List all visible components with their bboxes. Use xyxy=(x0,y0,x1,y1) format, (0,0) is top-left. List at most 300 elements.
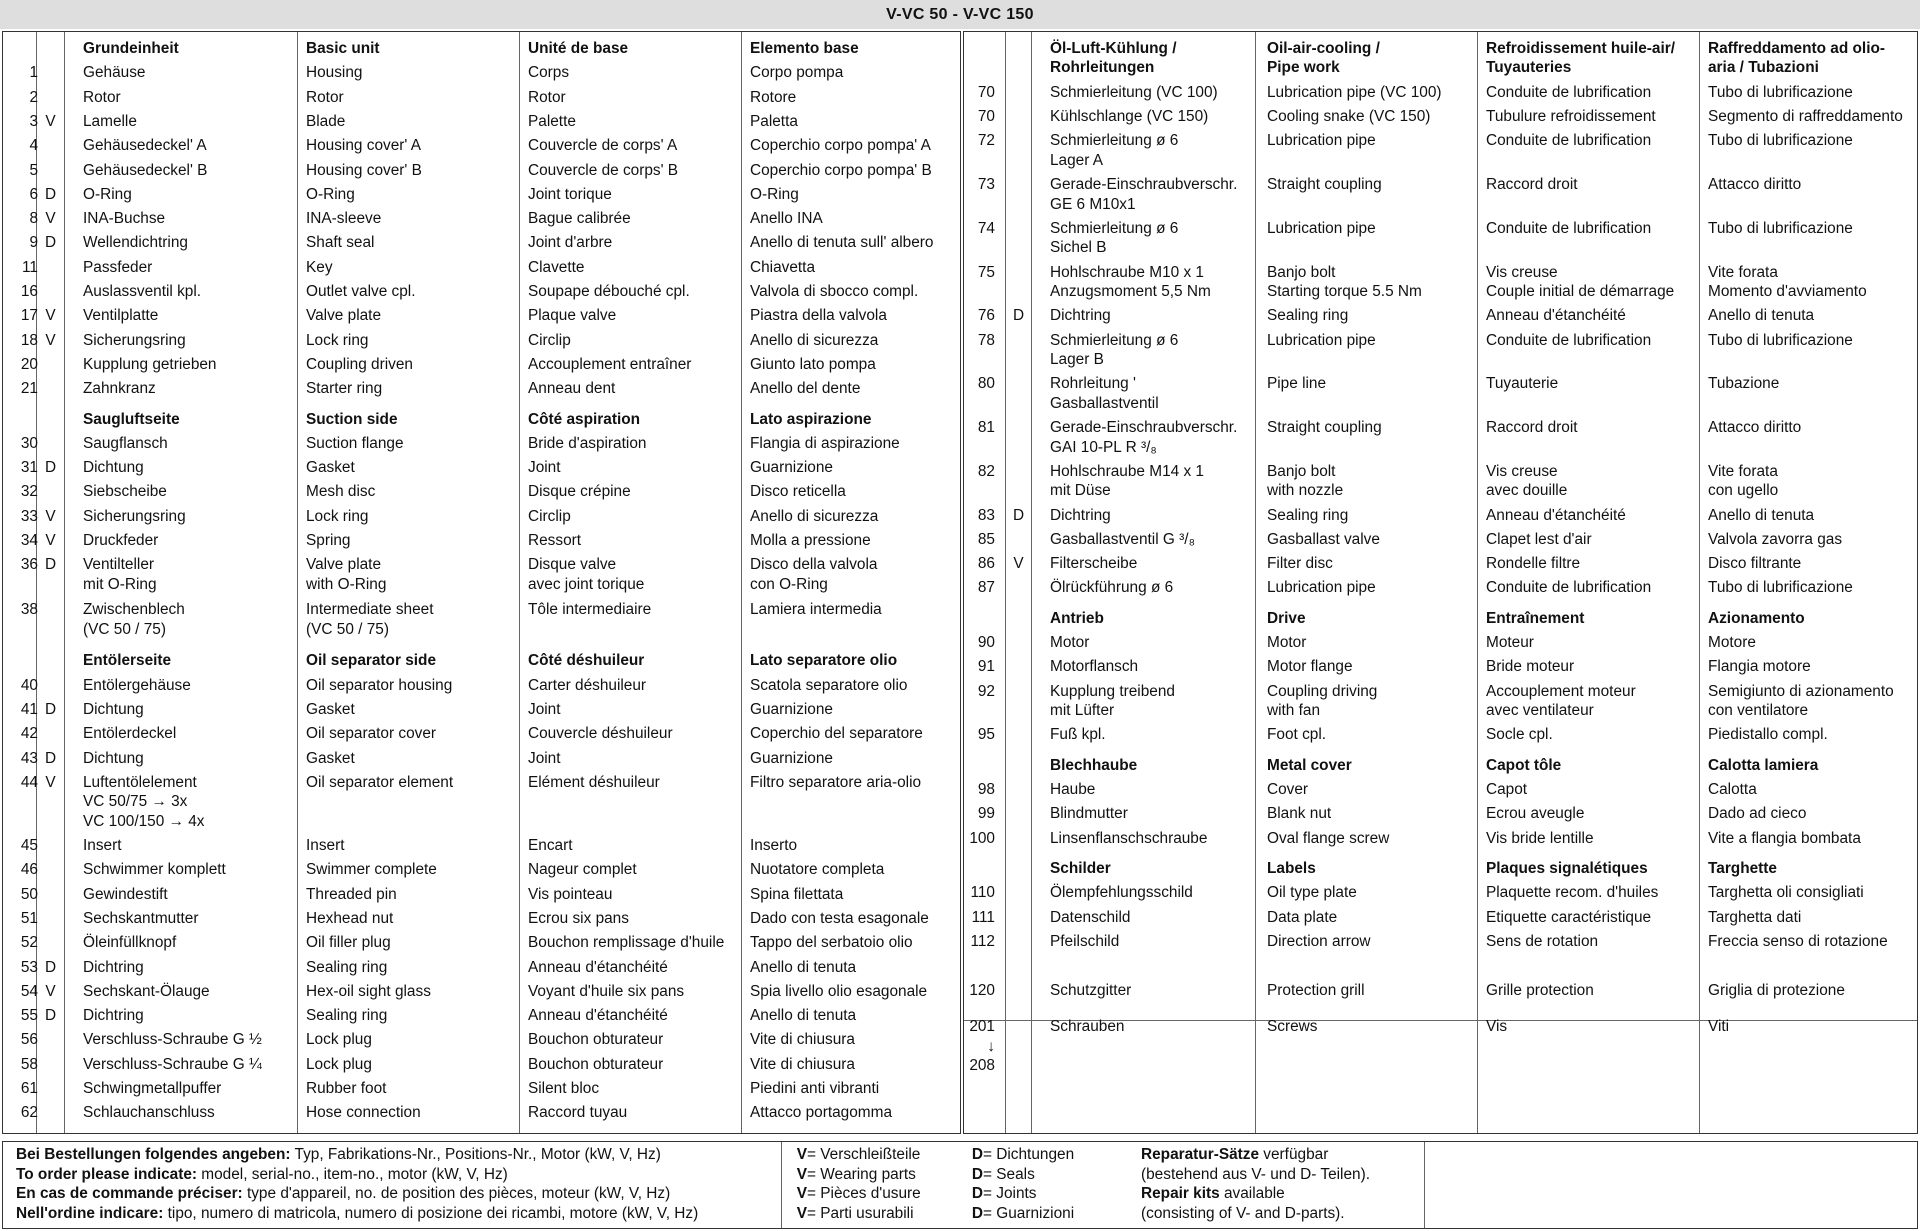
column-divider xyxy=(1031,32,1032,1133)
d-legend-line-text: = Seals xyxy=(983,1165,1035,1183)
part-name-it: Flangia motore xyxy=(1708,658,1811,676)
part-name-it: Tubo di lubrificazione xyxy=(1708,331,1853,349)
part-name-de: mit O-Ring xyxy=(83,575,157,593)
part-code: V xyxy=(45,210,56,228)
part-name-fr: Raccord droit xyxy=(1486,176,1578,194)
part-name-en: Data plate xyxy=(1267,908,1338,926)
part-name-it: Motore xyxy=(1708,634,1756,652)
item-number: 40 xyxy=(20,676,38,694)
section-heading-de: Rohrleitungen xyxy=(1050,59,1155,77)
part-name-en: Gasballast valve xyxy=(1267,530,1380,548)
d-legend-line-text: = Guarnizioni xyxy=(983,1204,1075,1222)
part-name-en: Cooling snake (VC 150) xyxy=(1267,108,1431,126)
part-name-it: Anello di sicurezza xyxy=(750,507,879,525)
part-name-fr: Conduite de lubrification xyxy=(1486,132,1652,150)
part-name-de: Gerade-Einschraubverschr. xyxy=(1050,419,1238,437)
part-name-fr: Soupape débouché cpl. xyxy=(528,283,690,300)
d-legend-line xyxy=(971,1165,1035,1185)
part-name-it: Griglia di protezione xyxy=(1708,981,1845,999)
part-name-de: Rotor xyxy=(83,88,121,106)
column-divider xyxy=(1255,32,1256,1133)
part-name-fr: Conduite de lubrification xyxy=(1486,83,1652,101)
part-name-de: Zahnkranz xyxy=(83,380,156,398)
part-name-fr: Couvercle de corps' A xyxy=(528,137,678,155)
part-name-fr: Raccord tuyau xyxy=(528,1104,628,1122)
part-name-en: Valve plate xyxy=(306,556,382,574)
item-number: 18 xyxy=(20,331,38,349)
part-name-de: Ventilplatte xyxy=(83,307,159,325)
footer-divider xyxy=(1424,1142,1425,1228)
part-name-it: Rotore xyxy=(750,88,797,106)
part-name-de: Lager B xyxy=(1050,351,1104,369)
part-name-de: Druckfeder xyxy=(83,532,159,550)
part-name-de: Pfeilschild xyxy=(1050,933,1120,951)
part-name-de: Saugflansch xyxy=(83,434,168,452)
part-code: D xyxy=(44,556,57,574)
column-divider xyxy=(519,32,520,1133)
part-name-fr: Couvercle de corps' B xyxy=(528,161,679,179)
part-name-en: Foot cpl. xyxy=(1267,726,1327,744)
part-name-de: Motor xyxy=(1050,634,1090,652)
part-name-fr: Tuyauterie xyxy=(1486,375,1559,393)
section-heading-en: Metal cover xyxy=(1267,756,1352,774)
part-name-it: Guarnizione xyxy=(750,700,833,718)
part-name-fr: Circlip xyxy=(528,507,571,525)
part-name-en: Filter disc xyxy=(1267,555,1333,573)
part-name-de: Siebscheibe xyxy=(83,483,167,501)
part-name-it: Calotta xyxy=(1708,781,1757,799)
column-divider xyxy=(297,32,298,1133)
item-number: 1 xyxy=(29,64,38,82)
item-number: 3 xyxy=(29,112,38,130)
repair-line xyxy=(1141,1165,1370,1185)
section-heading-de: Schilder xyxy=(1050,860,1111,878)
item-number: 31 xyxy=(20,459,38,477)
part-name-de: Schmierleitung ø 6 xyxy=(1050,331,1179,349)
part-name-fr: Ressort xyxy=(528,532,582,550)
section-heading-fr: Entraînement xyxy=(1486,609,1585,627)
part-name-de: Wellendichtring xyxy=(83,234,188,252)
section-heading-de: Grundeinheit xyxy=(83,40,179,57)
part-name-en: Suction flange xyxy=(306,434,404,452)
part-name-de: Passfeder xyxy=(83,258,153,276)
item-number: 110 xyxy=(970,884,995,902)
part-name-en: with nozzle xyxy=(1267,482,1344,500)
title-text: V-VC 50 - V-VC 150 xyxy=(886,5,1034,23)
part-name-de: Schrauben xyxy=(1050,1018,1125,1036)
part-name-de: Sicherungsring xyxy=(83,331,186,349)
part-name-de: Blindmutter xyxy=(1050,805,1128,823)
part-name-de: INA-Buchse xyxy=(83,210,166,228)
part-name-en: Blank nut xyxy=(1267,805,1332,823)
part-name-it: Semigiunto di azionamento xyxy=(1708,682,1894,700)
v-legend-line-text: V xyxy=(796,1146,807,1163)
part-name-fr: Vis pointeau xyxy=(528,885,613,903)
part-name-de: GAI 10-PL R ³/₈ xyxy=(1050,438,1157,456)
part-name-de: Filterscheibe xyxy=(1050,555,1138,573)
section-heading-it: Calotta lamiera xyxy=(1708,756,1819,774)
part-name-fr: Circlip xyxy=(528,331,571,349)
item-number: 6 xyxy=(29,185,38,203)
part-name-de: Sicherungsring xyxy=(83,507,186,525)
order-line xyxy=(16,1184,670,1204)
part-name-en: Pipe line xyxy=(1267,375,1327,393)
part-name-en: Oil separator housing xyxy=(306,676,453,694)
part-name-de: Lager A xyxy=(1050,151,1104,169)
part-name-de: Entölergehäuse xyxy=(83,676,191,694)
item-number: 36 xyxy=(20,556,38,574)
part-name-it: Lamiera intermedia xyxy=(750,601,882,619)
part-name-fr: Joint xyxy=(528,700,561,718)
repair-line xyxy=(1141,1184,1285,1204)
part-name-de: Motorflansch xyxy=(1050,658,1139,676)
part-name-it: Piedini anti vibranti xyxy=(750,1080,880,1098)
part-name-fr: Joint xyxy=(528,459,561,477)
part-name-fr: Rotor xyxy=(528,88,566,106)
part-name-de: Schmierleitung (VC 100) xyxy=(1050,83,1218,101)
item-number: 4 xyxy=(29,137,38,155)
part-name-en: Oil separator element xyxy=(306,773,454,791)
repair-line-text: Repair kits xyxy=(1141,1185,1220,1202)
item-number: 42 xyxy=(20,725,38,743)
part-name-en: Hex-oil sight glass xyxy=(306,982,431,1000)
part-name-fr: Anneau d'étanchéité xyxy=(528,1007,668,1025)
item-number: 58 xyxy=(20,1055,38,1073)
part-name-de: VC 50/75 → 3x xyxy=(83,793,188,811)
item-number: 54 xyxy=(20,982,38,1000)
item-number: 62 xyxy=(20,1104,38,1122)
part-name-de: Sechskant-Ölauge xyxy=(83,982,210,1000)
part-name-de: Zwischenblech xyxy=(83,601,185,619)
part-name-fr: Conduite de lubrification xyxy=(1486,219,1652,237)
part-name-de: Gasballastventil xyxy=(1050,394,1159,412)
part-name-it: Piedistallo compl. xyxy=(1708,726,1828,744)
d-legend-line xyxy=(971,1184,1036,1204)
v-legend-line-text: V xyxy=(796,1165,807,1183)
part-name-en: Insert xyxy=(306,837,345,855)
part-name-de: Verschluss-Schraube G ¼ xyxy=(83,1055,262,1073)
part-name-it: Tubo di lubrificazione xyxy=(1708,219,1853,237)
part-name-de: mit Lüfter xyxy=(1050,702,1115,720)
part-name-it: Filtro separatore aria-olio xyxy=(750,773,922,791)
part-name-en: Outlet valve cpl. xyxy=(306,283,416,300)
section-heading-fr: Plaques signalétiques xyxy=(1486,860,1648,878)
part-name-de: Schmierleitung ø 6 xyxy=(1050,132,1179,150)
part-name-de: (VC 50 / 75) xyxy=(83,620,166,638)
section-heading-fr: Côté déshuileur xyxy=(528,652,645,670)
part-name-en: Gasket xyxy=(306,459,355,477)
order-line-text: To order please indicate: xyxy=(16,1165,198,1183)
part-name-it: Valvola zavorra gas xyxy=(1708,530,1843,548)
part-name-en: O-Ring xyxy=(306,185,355,203)
part-name-en: Coupling driven xyxy=(306,355,413,373)
section-heading-it: Azionamento xyxy=(1708,609,1805,627)
part-code: D xyxy=(1012,506,1025,524)
part-code: V xyxy=(1013,555,1024,573)
part-code: V xyxy=(45,507,56,525)
part-name-it: Vite di chiusura xyxy=(750,1055,855,1073)
part-name-it: Coperchio corpo pompa' A xyxy=(750,137,931,155)
part-name-it: Dado con testa esagonale xyxy=(750,909,929,927)
part-name-fr: Disque crépine xyxy=(528,483,631,501)
item-number: 87 xyxy=(977,579,995,597)
part-name-it: con O-Ring xyxy=(750,575,828,593)
item-number: 208 xyxy=(969,1056,995,1074)
part-code: D xyxy=(44,749,57,767)
part-name-de: Schmierleitung ø 6 xyxy=(1050,219,1179,237)
part-name-it: Anello di tenuta xyxy=(750,1007,857,1025)
part-name-fr: Capot xyxy=(1486,781,1528,799)
part-name-de: Dichtring xyxy=(1050,506,1111,524)
part-name-en: Lock plug xyxy=(306,1055,372,1073)
repair-line-text: available xyxy=(1219,1185,1285,1202)
part-name-de: Datenschild xyxy=(1050,908,1131,926)
section-heading-de: Öl-Luft-Kühlung / xyxy=(1050,40,1177,57)
v-legend-line xyxy=(795,1145,920,1165)
part-name-it: con ugello xyxy=(1708,482,1779,500)
order-line xyxy=(16,1204,698,1224)
part-name-de: Gerade-Einschraubverschr. xyxy=(1050,176,1238,194)
item-number: 8 xyxy=(29,210,38,228)
item-number: 111 xyxy=(971,908,995,926)
item-number: 92 xyxy=(977,682,995,700)
part-name-en: Direction arrow xyxy=(1267,933,1371,951)
part-name-de: Schutzgitter xyxy=(1050,981,1132,999)
part-name-fr: Palette xyxy=(528,112,576,130)
part-name-de: Gehäuse xyxy=(83,64,146,82)
part-name-de: Schwingmetallpuffer xyxy=(83,1080,222,1098)
item-number: 100 xyxy=(969,829,995,847)
section-heading-en: Suction side xyxy=(306,410,398,428)
part-name-de: mit Düse xyxy=(1050,482,1111,500)
part-name-de: Kühlschlange (VC 150) xyxy=(1050,108,1209,126)
item-number: 82 xyxy=(977,462,995,480)
part-name-fr: Plaque valve xyxy=(528,307,617,325)
section-heading-it: Lato aspirazione xyxy=(750,410,872,428)
part-name-en: Sealing ring xyxy=(1267,307,1349,325)
part-name-fr: Vis bride lentille xyxy=(1486,829,1594,847)
part-name-en: Protection grill xyxy=(1267,981,1365,999)
part-name-de: Ölrückführung ø 6 xyxy=(1050,579,1174,597)
part-name-en: Hose connection xyxy=(306,1104,421,1122)
part-name-fr: Tôle intermediaire xyxy=(528,601,652,619)
part-name-en: Lubrication pipe (VC 100) xyxy=(1267,83,1442,101)
part-code: V xyxy=(45,307,56,325)
item-number: 44 xyxy=(20,773,38,791)
part-name-en: Oil separator cover xyxy=(306,725,437,743)
part-name-de: Dichtung xyxy=(83,700,144,718)
part-name-en: INA-sleeve xyxy=(306,210,382,228)
part-name-it: Paletta xyxy=(750,112,798,130)
section-heading-it: aria / Tubazioni xyxy=(1708,59,1819,77)
part-name-it: Tubo di lubrificazione xyxy=(1708,579,1853,597)
section-heading-it: Elemento base xyxy=(750,40,859,57)
repair-line-text: Reparatur-Sätze xyxy=(1141,1146,1260,1163)
part-name-fr: avec douille xyxy=(1486,482,1568,500)
part-name-it: Guarnizione xyxy=(750,749,833,767)
part-name-it: Anello di tenuta xyxy=(1708,307,1815,325)
part-name-fr: Clapet lest d'air xyxy=(1486,530,1592,548)
part-name-it: Disco filtrante xyxy=(1708,555,1802,573)
part-name-fr: Anneau d'étanchéité xyxy=(528,958,668,976)
part-name-fr: Conduite de lubrification xyxy=(1486,331,1652,349)
part-name-en: Lubrication pipe xyxy=(1267,579,1376,597)
part-name-en: Banjo bolt xyxy=(1267,263,1336,281)
section-heading-en: Basic unit xyxy=(306,40,380,57)
part-name-en: (VC 50 / 75) xyxy=(306,620,389,638)
v-legend-line-text: = Pièces d'usure xyxy=(807,1185,921,1202)
item-number: 81 xyxy=(977,419,995,437)
item-number: 83 xyxy=(977,506,995,524)
v-legend-line xyxy=(795,1165,916,1185)
part-name-de: GE 6 M10x1 xyxy=(1050,195,1136,213)
column-divider xyxy=(64,32,65,1133)
column-divider xyxy=(1005,32,1006,1133)
v-legend-line-text: V xyxy=(796,1185,807,1202)
part-name-fr: Silent bloc xyxy=(528,1080,600,1098)
part-name-en: Intermediate sheet xyxy=(306,601,434,619)
part-name-fr: avec joint torique xyxy=(528,575,645,593)
part-name-fr: Elément déshuileur xyxy=(528,773,660,791)
part-name-fr: Sens de rotation xyxy=(1486,933,1599,951)
part-name-it: Dado ad cieco xyxy=(1708,805,1807,823)
part-name-en: Lubrication pipe xyxy=(1267,219,1376,237)
part-name-it: Vite forata xyxy=(1708,462,1778,480)
part-name-it: Guarnizione xyxy=(750,459,833,477)
column-divider xyxy=(1699,32,1700,1133)
order-line-text: Nell'ordine indicare: xyxy=(16,1204,164,1222)
part-name-it: Inserto xyxy=(750,837,798,855)
part-name-it: Nuotatore completa xyxy=(750,861,885,879)
item-number: 70 xyxy=(977,83,995,101)
part-name-it: Disco reticella xyxy=(750,483,846,501)
part-name-it: Vite forata xyxy=(1708,263,1778,281)
part-name-it: Vite a flangia bombata xyxy=(1708,829,1861,847)
item-number: 46 xyxy=(20,861,38,879)
part-name-en: Swimmer complete xyxy=(306,861,437,879)
section-heading-fr: Tuyauteries xyxy=(1486,59,1572,77)
part-name-fr: Bouchon obturateur xyxy=(528,1055,664,1073)
part-name-de: Kupplung treibend xyxy=(1050,682,1175,700)
part-name-it: Tubo di lubrificazione xyxy=(1708,83,1853,101)
part-name-fr: Accouplement entraîner xyxy=(528,355,692,373)
part-name-de: Rohrleitung ' xyxy=(1050,375,1136,393)
part-name-de: Insert xyxy=(83,837,122,855)
repair-line-text: (bestehend aus V- und D- Teilen). xyxy=(1141,1165,1371,1183)
d-legend-line-text: D xyxy=(971,1146,983,1163)
part-name-it: Viti xyxy=(1708,1018,1730,1036)
part-name-de: Öleinfüllknopf xyxy=(83,934,177,952)
part-name-en: Housing xyxy=(306,64,363,82)
section-heading-de: Saugluftseite xyxy=(83,410,180,428)
part-name-en: Oil type plate xyxy=(1267,884,1357,902)
part-name-en: Valve plate xyxy=(306,307,382,325)
part-name-en: Threaded pin xyxy=(306,885,397,903)
part-name-fr: Encart xyxy=(528,837,573,855)
part-name-fr: Vis creuse xyxy=(1486,263,1558,281)
part-name-de: Dichtring xyxy=(1050,307,1111,325)
part-name-de: Dichtring xyxy=(83,958,144,976)
part-name-it: Attacco portagomma xyxy=(750,1104,893,1122)
item-number: 38 xyxy=(20,601,38,619)
part-name-de: Schlauchanschluss xyxy=(83,1104,215,1122)
d-legend-line-text: D xyxy=(971,1204,983,1222)
part-name-it: Piastra della valvola xyxy=(750,307,887,325)
item-number: 41 xyxy=(20,700,38,718)
part-name-de: Gehäusedeckel' B xyxy=(83,161,208,179)
part-name-it: Giunto lato pompa xyxy=(750,355,876,373)
section-heading-fr: Côté aspiration xyxy=(528,410,641,428)
part-name-fr: Moteur xyxy=(1486,634,1534,652)
column-divider xyxy=(1477,32,1478,1133)
part-name-fr: Couple initial de démarrage xyxy=(1486,283,1675,300)
part-name-fr: Joint d'arbre xyxy=(528,234,613,252)
item-number: ↓ xyxy=(987,1037,995,1055)
part-name-de: Haube xyxy=(1050,781,1096,799)
part-name-fr: Anneau d'étanchéité xyxy=(1486,506,1626,524)
order-line-text: Typ, Fabrikations-Nr., Positions-Nr., Motor (kW, V, Hz) xyxy=(290,1146,661,1163)
part-name-en: Gasket xyxy=(306,749,355,767)
part-name-fr: Plaquette recom. d'huiles xyxy=(1486,884,1659,902)
item-number: 74 xyxy=(977,219,995,237)
part-name-en: Key xyxy=(306,258,333,276)
part-name-en: Lock plug xyxy=(306,1031,372,1049)
part-name-fr: Bouchon remplissage d'huile xyxy=(528,934,725,952)
item-number: 73 xyxy=(977,176,995,194)
part-name-de: Luftentölelement xyxy=(83,773,197,791)
d-legend-line-text: = Joints xyxy=(983,1185,1037,1202)
item-number: 95 xyxy=(977,726,995,744)
part-name-it: Anello INA xyxy=(750,210,823,228)
item-number: 98 xyxy=(977,781,995,799)
part-name-en: Cover xyxy=(1267,781,1309,799)
item-number: 53 xyxy=(20,958,38,976)
item-number: 90 xyxy=(977,634,995,652)
item-number: 61 xyxy=(20,1080,38,1098)
part-name-de: Gewindestift xyxy=(83,885,168,903)
d-legend-line-text: D xyxy=(971,1185,983,1202)
item-number: 43 xyxy=(20,749,38,767)
part-name-fr: Accouplement moteur xyxy=(1486,682,1636,700)
part-name-de: Auslassventil kpl. xyxy=(83,283,202,300)
item-number: 33 xyxy=(20,507,38,525)
part-name-fr: Bague calibrée xyxy=(528,210,631,228)
part-name-en: Starter ring xyxy=(306,380,383,398)
part-name-fr: Raccord droit xyxy=(1486,419,1578,437)
part-name-de: Dichtung xyxy=(83,459,144,477)
part-name-en: Spring xyxy=(306,532,351,550)
item-number: 80 xyxy=(977,375,995,393)
part-code: V xyxy=(45,331,56,349)
part-name-fr: Etiquette caractéristique xyxy=(1486,908,1652,926)
part-name-en: Banjo bolt xyxy=(1267,462,1336,480)
part-name-de: VC 100/150 → 4x xyxy=(83,812,205,830)
part-code: D xyxy=(44,185,57,203)
part-name-de: O-Ring xyxy=(83,185,132,203)
part-name-fr: Carter déshuileur xyxy=(528,676,647,694)
section-heading-de: Entölerseite xyxy=(83,652,172,670)
part-name-it: Anello di tenuta xyxy=(1708,506,1815,524)
part-name-it: Vite di chiusura xyxy=(750,1031,855,1049)
part-code: D xyxy=(44,1007,57,1025)
column-divider xyxy=(741,32,742,1133)
part-name-de: Entölerdeckel xyxy=(83,725,177,743)
part-code: V xyxy=(45,112,56,130)
item-number: 76 xyxy=(977,307,995,325)
footer-divider xyxy=(781,1142,782,1228)
part-name-fr: Anneau d'étanchéité xyxy=(1486,307,1626,325)
part-name-it: Anello di tenuta xyxy=(750,958,857,976)
